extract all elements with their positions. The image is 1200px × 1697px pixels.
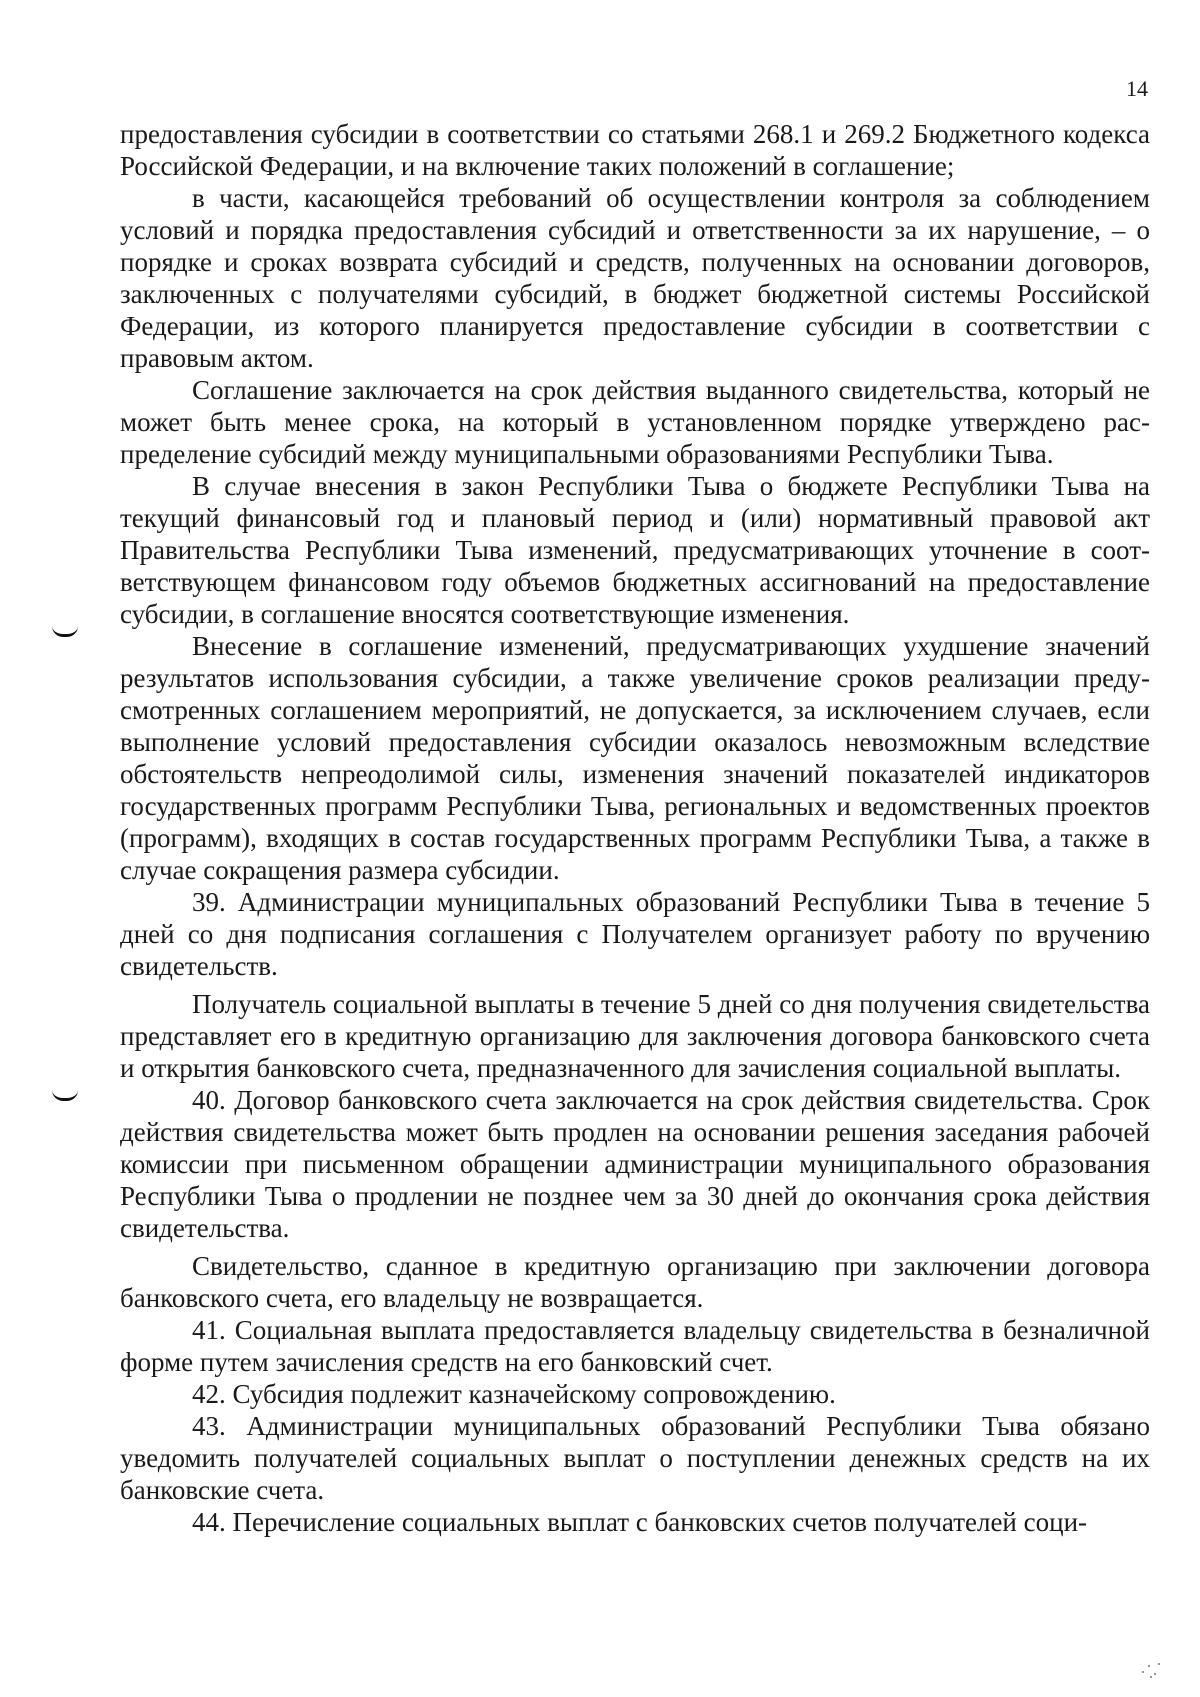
margin-pen-mark: [52, 626, 78, 637]
scan-artifact: [1140, 1659, 1162, 1679]
paragraph: Соглашение заключается на срок действия выданного свидетельства, который не может быть менее срока, на который в установленном порядке утверждено распределение субсидий между муниципальными образованиями Республики Тыва.: [120, 375, 1150, 469]
paragraph: в части, касающейся требований об осуществлении контроля за соблюдением условий и порядка предоставления субсидий и ответственности за их нарушение, – о порядке и сроках возврата субсидий и средств, полученных на основании договоров, заключенных с получателями субсидий, в бюджет бюджетной системы Российской Федерации, из которого планируется предоставление субсидии в соответствии с правовым актом.: [120, 183, 1150, 373]
paragraph: Внесение в соглашение изменений, предусматривающих ухудшение значений результатов использования субсидии, а также увеличение сроков реализации предусмотренных соглашением мероприятий, не допускается, за исключением случаев, если выполнение условий предоставления субсидии оказалось невозможным вследствие обстоятельств непреодолимой силы, изменения значений показателей индикаторов государственных программ Республики Тыва, региональных и ведомственных проектов (программ), входящих в состав государственных программ Республики Тыва, а также в случае сокращения размера субсидии.: [120, 631, 1150, 885]
paragraph: 43. Администрации муниципальных образований Республики Тыва обязано уведомить получателей социальных выплат о поступлении денежных средств на их банковские счета.: [120, 1411, 1150, 1505]
document-body: [120, 118, 1150, 1538]
paragraph: 44. Перечисление социальных выплат с банковских счетов получателей соци-: [192, 1507, 1088, 1537]
paragraph: Получатель социальной выплаты в течение 5 дней со дня получения свидетельства представляет его в кредитную организацию для заключения договора банковского счета и открытия банковского счета, предназначенного для зачисления социальной выплаты.: [120, 989, 1150, 1083]
paragraph: Свидетельство, сданное в кредитную организацию при заключении договора банковского счета, его владельцу не возвращается.: [120, 1251, 1150, 1313]
paragraph: 40. Договор банковского счета заключается на срок действия свидетельства. Срок действия свидетельства может быть продлен на основании решения заседания рабочей комиссии при письменном обращении администрации муниципального образования Республики Тыва о продлении не позднее чем за 30 дней до окончания срока действия свидетельства.: [120, 1085, 1150, 1243]
paragraph: В случае внесения в закон Республики Тыва о бюджете Республики Тыва на текущий финансовый год и плановый период и (или) нормативный правовой акт Правительства Республики Тыва изменений, предусматривающих уточнение в соответствующем финансовом году объемов бюджетных ассигнований на предоставление субсидии, в соглашение вносятся соответствующие изменения.: [120, 471, 1150, 629]
paragraph: 42. Субсидия подлежит казначейскому сопровождению.: [192, 1379, 836, 1409]
page-number: 14: [1126, 76, 1148, 101]
paragraph: 39. Администрации муниципальных образований Республики Тыва в течение 5 дней со дня подписания соглашения с Получателем организует работу по вручению свидетельств.: [120, 887, 1150, 981]
margin-pen-mark: [52, 1090, 78, 1101]
paragraph: предоставления субсидии в соответствии со статьями 268.1 и 269.2 Бюджетного кодекса Российской Федерации, и на включение таких положений в соглашение;: [120, 119, 1150, 181]
paragraph: 41. Социальная выплата предоставляется владельцу свидетельства в безналичной форме путем зачисления средств на его банковский счет.: [120, 1315, 1150, 1377]
